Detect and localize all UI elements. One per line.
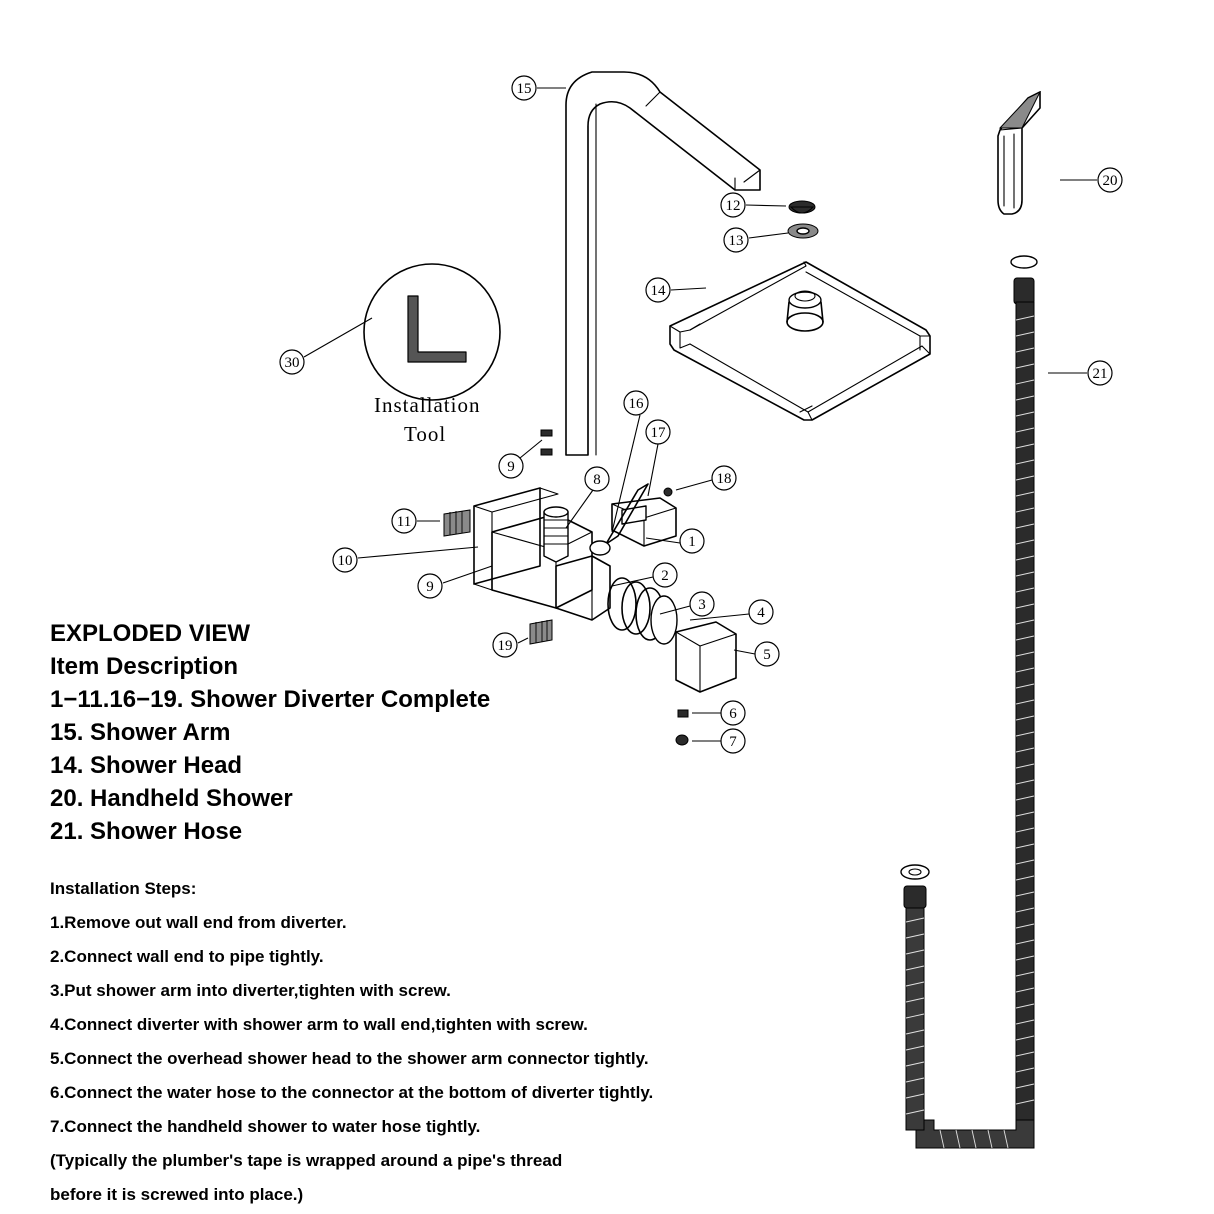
callout-label: 19 — [497, 638, 513, 654]
callout-label: 13 — [728, 233, 744, 249]
callout-label: 18 — [716, 471, 732, 487]
shower-hose-part — [901, 256, 1112, 1148]
legend-item: 14. Shower Head — [50, 752, 243, 779]
callout-label: 20 — [1102, 173, 1118, 189]
installation-step: 2.Connect wall end to pipe tightly. — [50, 947, 324, 966]
installation-tool-part — [280, 264, 500, 446]
screw-9-parts — [499, 430, 552, 478]
callout-label: 3 — [698, 597, 706, 613]
nipple-11-part — [392, 509, 470, 536]
callout-5 — [734, 642, 779, 666]
legend-item: 15. Shower Arm — [50, 719, 231, 746]
callout-label: 21 — [1092, 366, 1108, 382]
callout-label: 11 — [396, 514, 412, 530]
callout-label: 12 — [725, 198, 741, 214]
callout-label: 1 — [688, 534, 696, 550]
callout-label: 17 — [650, 425, 666, 441]
callout-label: 16 — [628, 396, 644, 412]
legend-title: EXPLODED VIEW — [50, 620, 251, 647]
installation-steps-heading: Installation Steps: — [50, 879, 197, 898]
legend-item: 21. Shower Hose — [50, 818, 243, 845]
handheld-shower-part — [998, 92, 1122, 214]
callout-1 — [646, 529, 704, 553]
callout-label: 10 — [337, 553, 353, 569]
installation-step: 1.Remove out wall end from diverter. — [50, 913, 347, 932]
shower-head-part — [646, 262, 930, 420]
installation-tool-label-line2: Tool — [404, 422, 447, 446]
callout-label: 6 — [729, 706, 737, 722]
callout-label: 30 — [284, 355, 300, 371]
legend-subtitle: Item Description — [50, 653, 239, 680]
callout-label: 9 — [507, 459, 515, 475]
installation-step: 3.Put shower arm into diverter,tighten with screw. — [50, 981, 451, 1000]
installation-note: (Typically the plumber's tape is wrapped around a pipe's thread — [50, 1151, 563, 1170]
callout-15 — [512, 76, 566, 100]
legend-block — [50, 617, 690, 848]
installation-step: 5.Connect the overhead shower head to the shower arm connector tightly. — [50, 1049, 649, 1068]
callout-label: 5 — [763, 647, 771, 663]
callout-label: 9 — [426, 579, 434, 595]
installation-step: 6.Connect the water hose to the connector at the bottom of diverter tightly. — [50, 1083, 654, 1102]
callout-label: 8 — [593, 472, 601, 488]
installation-step: 7.Connect the handheld shower to water hose tightly. — [50, 1117, 481, 1136]
installation-tool-label-line1: Installation — [374, 393, 481, 417]
legend-item: 20. Handheld Shower — [50, 785, 293, 812]
callout-label: 2 — [661, 568, 669, 584]
callout-10 — [333, 547, 478, 572]
installation-step: 4.Connect diverter with shower arm to wall end,tighten with screw. — [50, 1015, 588, 1034]
fitting-12 — [721, 193, 815, 217]
installation-note: before it is screwed into place.) — [50, 1185, 304, 1204]
fitting-13 — [724, 224, 818, 252]
callout-2 — [612, 563, 677, 587]
installation-steps-block — [50, 872, 810, 1212]
setscrew-18-part — [664, 466, 736, 496]
callout-label: 4 — [757, 605, 765, 621]
callout-label: 15 — [516, 81, 532, 97]
shower-arm-part — [566, 72, 760, 455]
callout-label: 7 — [729, 734, 737, 750]
callout-label: 14 — [650, 283, 666, 299]
legend-item: 1−11.16−19. Shower Diverter Complete — [50, 686, 491, 713]
